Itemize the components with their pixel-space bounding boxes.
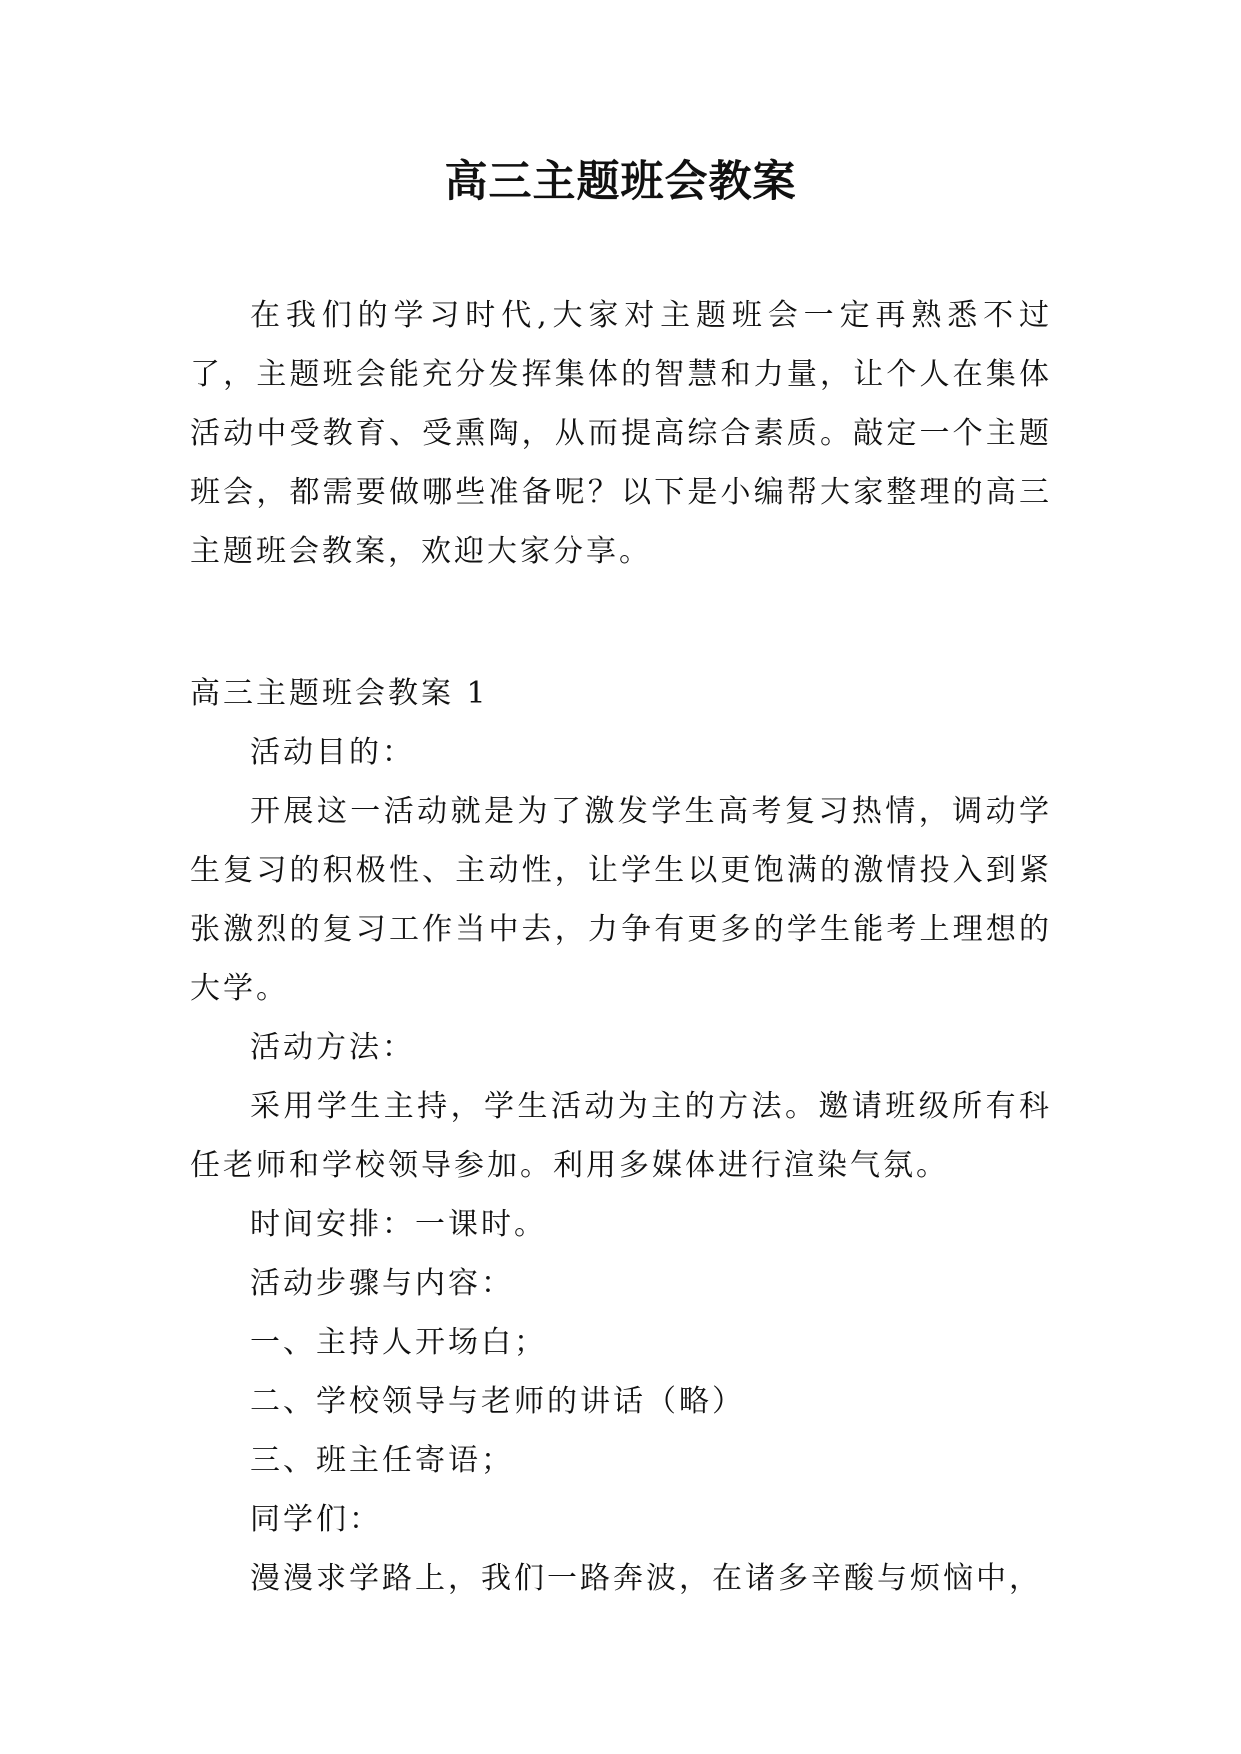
paragraph-greeting: 同学们：: [250, 1502, 382, 1537]
intro-paragraph: 在我们的学习时代,大家对主题班会一定再熟悉不过了，主题班会能充分发挥集体的智慧和力量，让个人在集体活动中受教育、受熏陶，从而提高综合素质。敲定一个主题班会，都需要做哪些准备呢？以下是小编帮大家整理的高三主题班会教案，欢迎大家分享。: [190, 298, 1052, 569]
paragraph-time-arrangement: 时间安排：一课时。: [250, 1207, 547, 1242]
document-title: 高三主题班会教案: [444, 157, 797, 207]
paragraph-activity-method-label: 活动方法：: [250, 1030, 415, 1065]
paragraph-step-3: 三、班主任寄语；: [250, 1443, 514, 1478]
paragraph-activity-purpose-label: 活动目的：: [250, 735, 415, 770]
paragraph-step-2: 二、学校领导与老师的讲话（略）: [250, 1384, 745, 1419]
paragraph-activity-method: 采用学生主持，学生活动为主的方法。邀请班级所有科任老师和学校领导参加。利用多媒体进行渲染气氛。: [190, 1089, 1052, 1183]
paragraph-speech-start: 漫漫求学路上，我们一路奔波，在诸多辛酸与烦恼中，: [250, 1561, 1042, 1596]
paragraph-activity-purpose: 开展这一活动就是为了激发学生高考复习热情，调动学生复习的积极性、主动性，让学生以更饱满的激情投入到紧张激烈的复习工作当中去，力争有更多的学生能考上理想的大学。: [190, 794, 1052, 1006]
section-spacer: [190, 581, 1052, 664]
paragraph-steps-label: 活动步骤与内容：: [250, 1266, 514, 1301]
paragraph-step-1: 一、主持人开场白；: [250, 1325, 547, 1360]
document-body: [190, 286, 1052, 1608]
section-heading: 高三主题班会教案 1: [190, 676, 489, 711]
